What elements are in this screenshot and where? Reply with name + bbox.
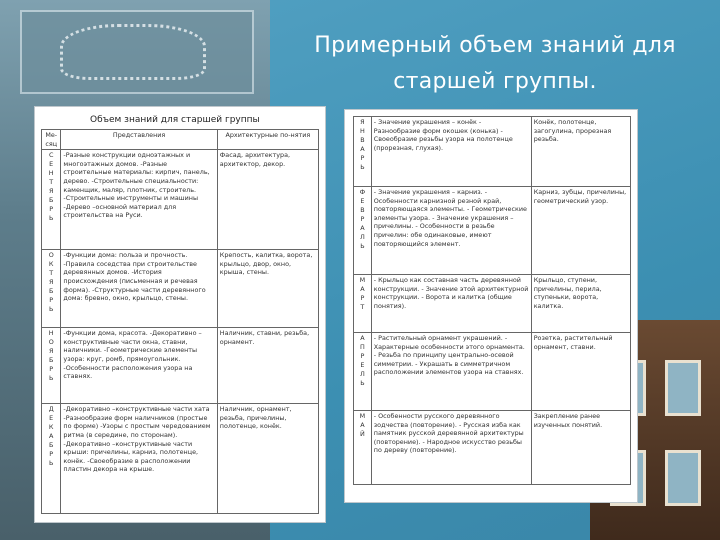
table-row [42,328,319,404]
terms-cell: Фасад, архитектура, архитектор, декор. [217,150,318,250]
slide-title-line1: Примерный объем знаний для [314,33,676,58]
header-terms: Архитектурные по-нятия [217,130,318,150]
month-cell: М А Й [354,411,372,485]
month-cell: Н О Я Б Р Ь [42,328,61,404]
table-row [42,404,319,514]
ideas-cell: - Крыльцо как составная часть деревянной конструкции. - Значение этой архитектурной конструкции. - Ворота и калитка (общие понятия). [371,275,531,333]
month-cell: Ф Е В Р А Л Ь [354,187,372,275]
ideas-cell: -Разные конструкции одноэтажных и многоэтажных домов. -Разные строительные материалы: кирпич, панель, дерево. -Строительные специальности: каменщик, маляр, плотник, строитель. -Строительные инструменты и машины -Дерево –основной материал для строительства на Руси. [61,150,217,250]
document-heading: Объем знаний для старшей группы [90,115,260,125]
ideas-cell: - Значение украшения – карниз. - Особенности карнизной резной край, повторяющаяся элементы. - Геометрические элементы узора. - Значение украшения – причелины. - Особенности в резьбе причелин: обе одинаковые, имеют повторяющийся элемент. [371,187,531,275]
table-row [354,333,631,411]
table-row [354,187,631,275]
terms-cell: Закрепление ранее изученных понятий. [531,411,630,485]
terms-cell: Карниз, зубцы, причелины, геометрический узор. [531,187,630,275]
ideas-cell: - Значение украшения – конёк - Разнообразие форм окошек (конька) - Своеобразие резьбы узора на полотенце (прорезная, глухая). [371,117,531,187]
terms-cell: Наличник, орнамент, резьба, причелины, полотенце, конёк. [217,404,318,514]
header-ideas: Представления [61,130,217,150]
header-month: Ме-сяц [42,130,61,150]
table-row [354,275,631,333]
terms-cell: Крыльцо, ступени, причелины, перила, ступеньки, ворота, калитка. [531,275,630,333]
table-row [42,150,319,250]
table-row [42,250,319,328]
terms-cell: Конёк, полотенце, загогулина, прорезная резьба. [531,117,630,187]
ideas-cell: -Функции дома, красота. -Декоративно –конструктивные части окна, ставни, наличники. -Геометрические элементы узора: круг, ромб, прямоугольник. -Особенности расположения узора на ставнях. [61,328,217,404]
document-page-left [35,107,325,522]
table-row [354,117,631,187]
terms-cell: Розетка, растительный орнамент, ставни. [531,333,630,411]
slide-title [270,28,720,100]
slide-title-line2: старшей группы. [393,69,597,94]
month-cell: О К Т Я Б Р Ь [42,250,61,328]
table-row [354,411,631,485]
month-cell: М А Р Т [354,275,372,333]
month-cell: Я Н В А Р Ь [354,117,372,187]
ideas-cell: -Декоративно –конструктивные части хата -Разнообразие форм наличников (простые по форме) -Узоры с простым чередованием ритма (в середине, по сторонам). -Декоративно –конструктивные части крыши: причелины, карниз, полотенце, конёк. -Своеобразие в расположении пластин декора на крыше. [61,404,217,514]
carved-ornament-decor [60,24,206,80]
month-cell: С Е Н Т Я Б Р Ь [42,150,61,250]
month-cell: Д Е К А Б Р Ь [42,404,61,514]
ideas-cell: - Растительный орнамент украшений. - Характерные особенности этого орнамента. - Резьба по принципу центрально-осевой симметрии. - Украшать в симметричном расположении элементов узора на ставнях. [371,333,531,411]
knowledge-table-left [41,129,319,514]
ideas-cell: - Особенности русского деревянного зодчества (повторение). - Русская изба как памятник русской деревянной архитектуры (повторение). - Народное искусство резьбы по дереву (повторение). [371,411,531,485]
month-cell: А П Р Е Л Ь [354,333,372,411]
terms-cell: Наличник, ставни, резьба, орнамент. [217,328,318,404]
ideas-cell: -Функции дома: польза и прочность. -Правила соседства при строительстве деревянных домов. -История происхождения (письменная и речевая форма). -Структурные части деревянного дома: бревно, окно, крыльцо, стены. [61,250,217,328]
knowledge-table-right [353,116,631,485]
document-page-right [345,110,637,502]
terms-cell: Крепость, калитка, ворота, крыльцо, двор, окно, крыша, стены. [217,250,318,328]
